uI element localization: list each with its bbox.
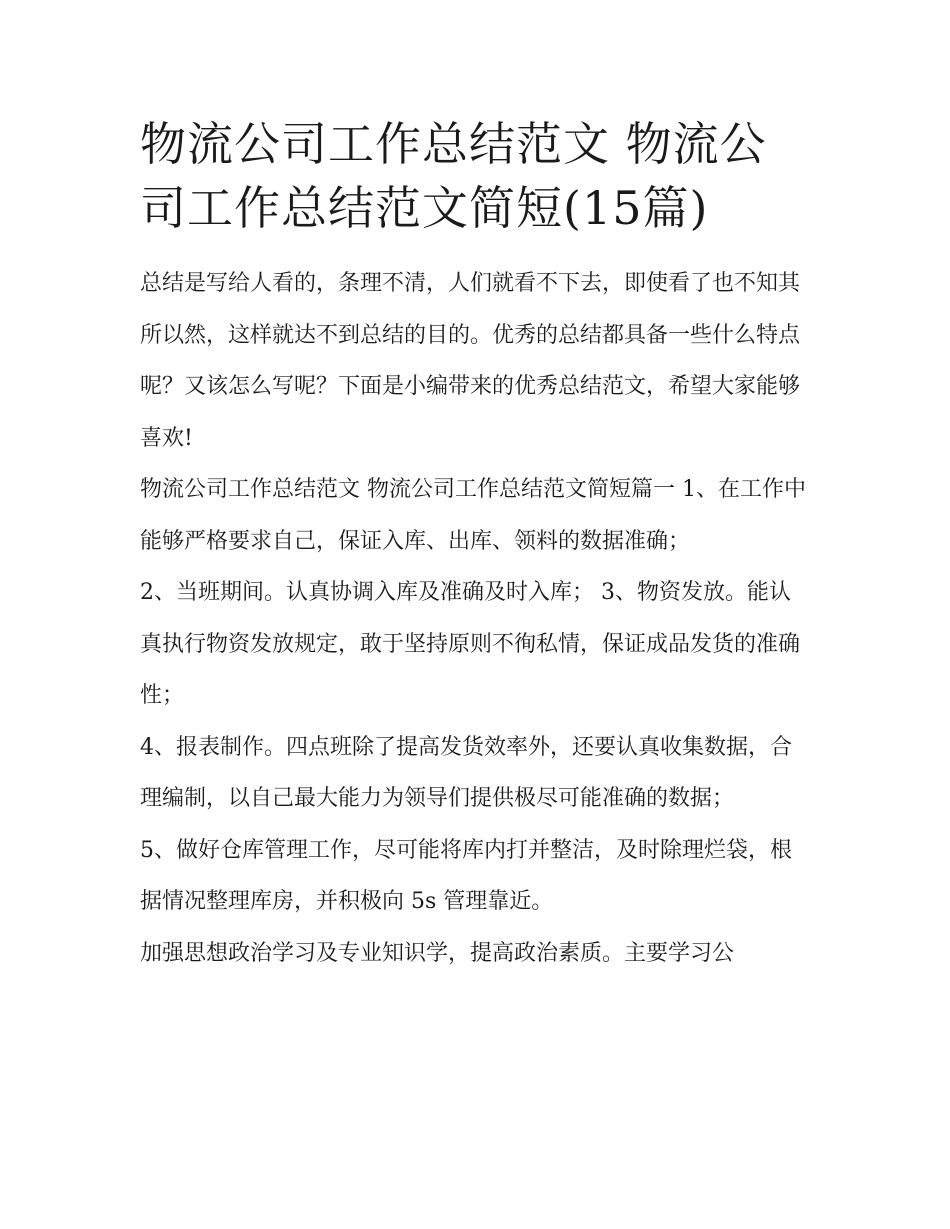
document-title: 物流公司工作总结范文 物流公司工作总结范文简短(15篇): [140, 117, 767, 235]
paragraph-4: 5、做好仓库管理工作，尽可能将库内打并整洁，及时除理烂袋，根据情况整理库房，并积极向 5s 管理靠近。: [140, 837, 792, 914]
paragraph-3: 4、报表制作。四点班除了提高发货效率外，还要认真收集数据，合理编制，以自己最大能力为领导们提供极尽可能准确的数据；: [140, 734, 792, 811]
paragraph-2: 2、当班期间。认真协调入库及准确及时入库； 3、物资发放。能认真执行物资发放规定，敢于坚持原则不徇私情，保证成品发货的准确性；: [140, 580, 801, 708]
paragraph-1: 物流公司工作总结范文 物流公司工作总结范文简短篇一 1、在工作中能够严格要求自己，保证入库、出库、领料的数据准确；: [140, 477, 806, 554]
intro-paragraph: 总结是写给人看的，条理不清，人们就看不下去，即使看了也不知其所以然，这样就达不到总结的目的。优秀的总结都具备一些什么特点呢？又该怎么写呢？下面是小编带来的优秀总结范文，希望大家能够喜欢!: [140, 271, 801, 451]
document-page: [140, 112, 812, 979]
paragraph-5: 加强思想政治学习及专业知识学，提高政治素质。主要学习公: [140, 940, 735, 966]
